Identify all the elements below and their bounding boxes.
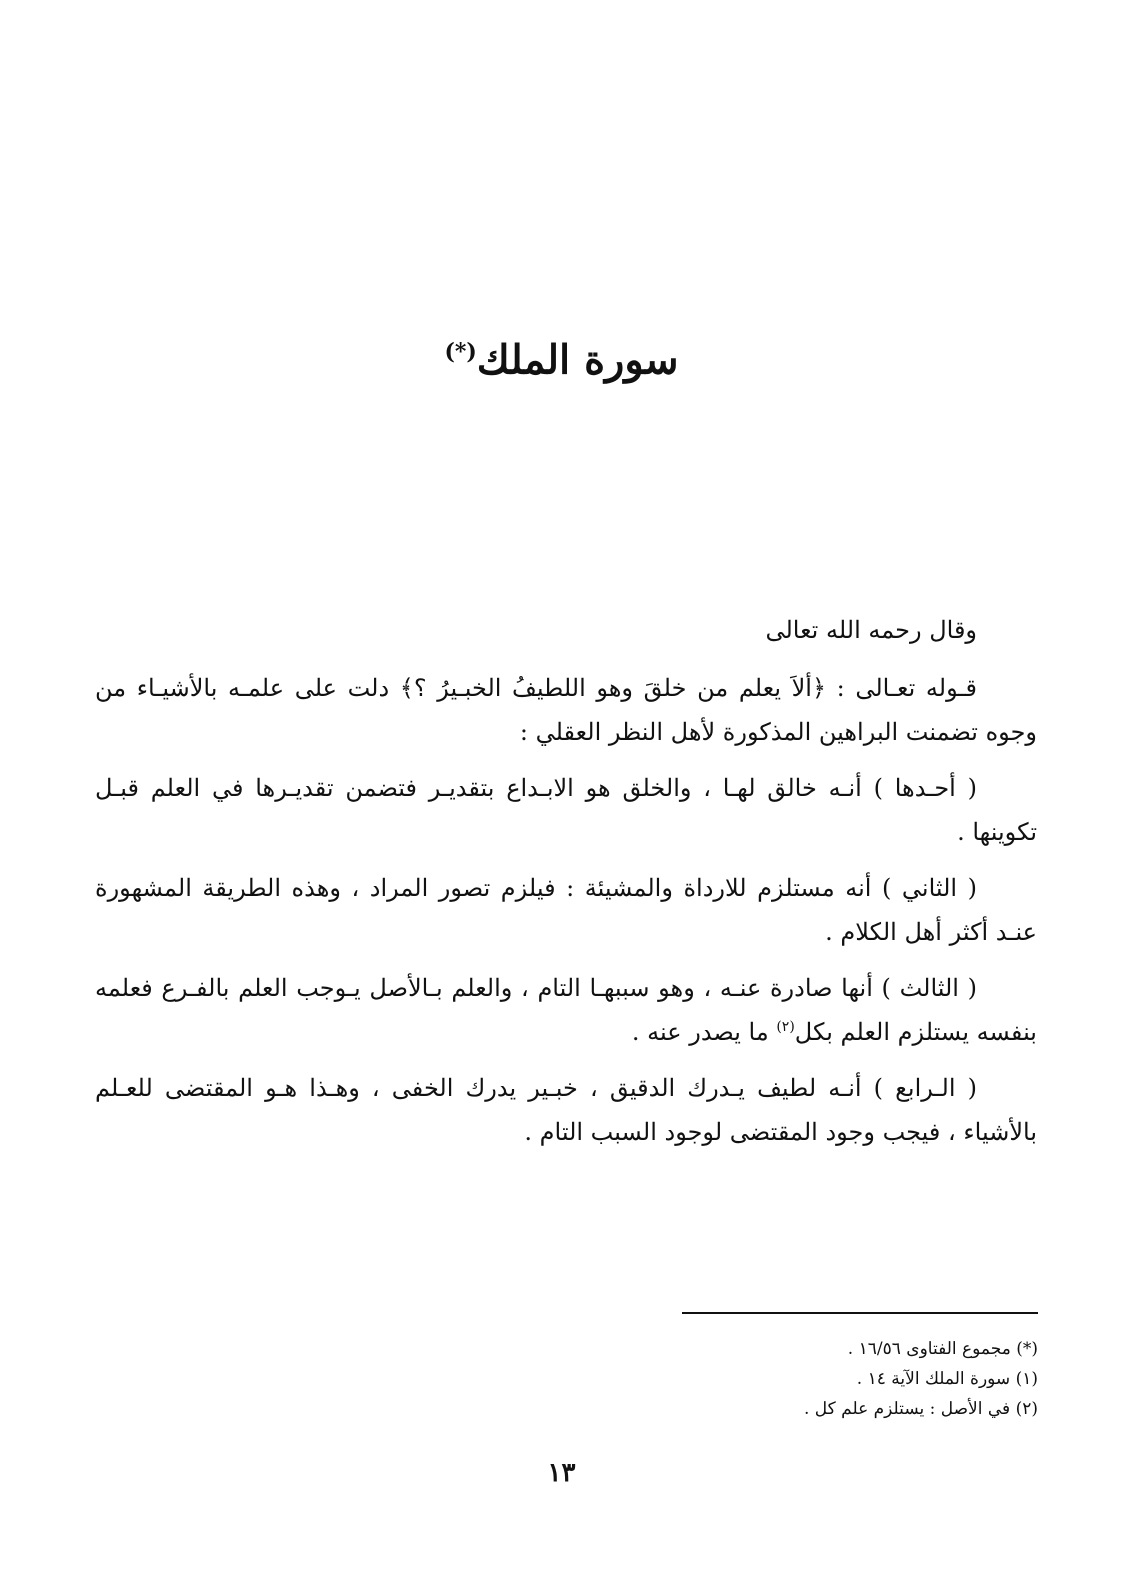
intro-line: وقال رحمه الله تعالى — [765, 616, 977, 644]
body-text — [95, 608, 1037, 1166]
page-number: ١٣ — [547, 1458, 576, 1488]
footnote-ref-2: (٢) — [776, 1019, 795, 1035]
paragraph-third-tail: ما يصدر عنه . — [631, 1018, 777, 1046]
paragraph-third — [95, 966, 1037, 1054]
page-title — [0, 322, 1123, 390]
title-text: سورة الملك — [476, 336, 679, 384]
paragraph-fourth: ( الـرابع ) أنـه لطيف يـدرك الدقيق ، خبـير يدرك الخفى ، وهـذا هـو المقتضى للعـلم بالأشياء ، فيجب وجود المقتضى لوجود السبب التام . — [95, 1074, 1037, 1146]
title-footnote-marker: (*) — [444, 339, 477, 365]
paragraph-verse: قـوله تعـالى : ﴿ألاَ يعلم من خلقَ وهو اللطيفُ الخبـيرُ ؟﴾ دلت على علمـه بالأشيـاء من وجوه تضمنت البراهين المذكورة لأهل النظر العقلي : — [95, 674, 1037, 746]
footnote-star: (*) مجموع الفتاوى ١٦/٥٦ . — [847, 1339, 1038, 1359]
footnotes — [600, 1334, 1038, 1424]
footnote-2: (٢) في الأصل : يستلزم علم كل . — [803, 1399, 1038, 1419]
footnote-divider — [682, 1312, 1038, 1314]
footnote-1: (١) سورة الملك الآية ١٤ . — [856, 1369, 1038, 1389]
paragraph-second: ( الثاني ) أنه مستلزم للارداة والمشيئة : فيلزم تصور المراد ، وهذه الطريقة المشهورة عنـد أكثر أهل الكلام . — [95, 874, 1037, 946]
paragraph-third-text: ( الثالث ) أنها صادرة عنـه ، وهو سببهـا التام ، والعلم بـالأصل يـوجب العلم بالفـرع فعلمه بنفسه يستلزم العلم بكل — [95, 974, 1037, 1046]
paragraph-first: ( أحـدها ) أنـه خالق لهـا ، والخلق هو الابـداع بتقديـر فتضمن تقديـرها في العلم قبـل تكوينها . — [95, 774, 1037, 846]
